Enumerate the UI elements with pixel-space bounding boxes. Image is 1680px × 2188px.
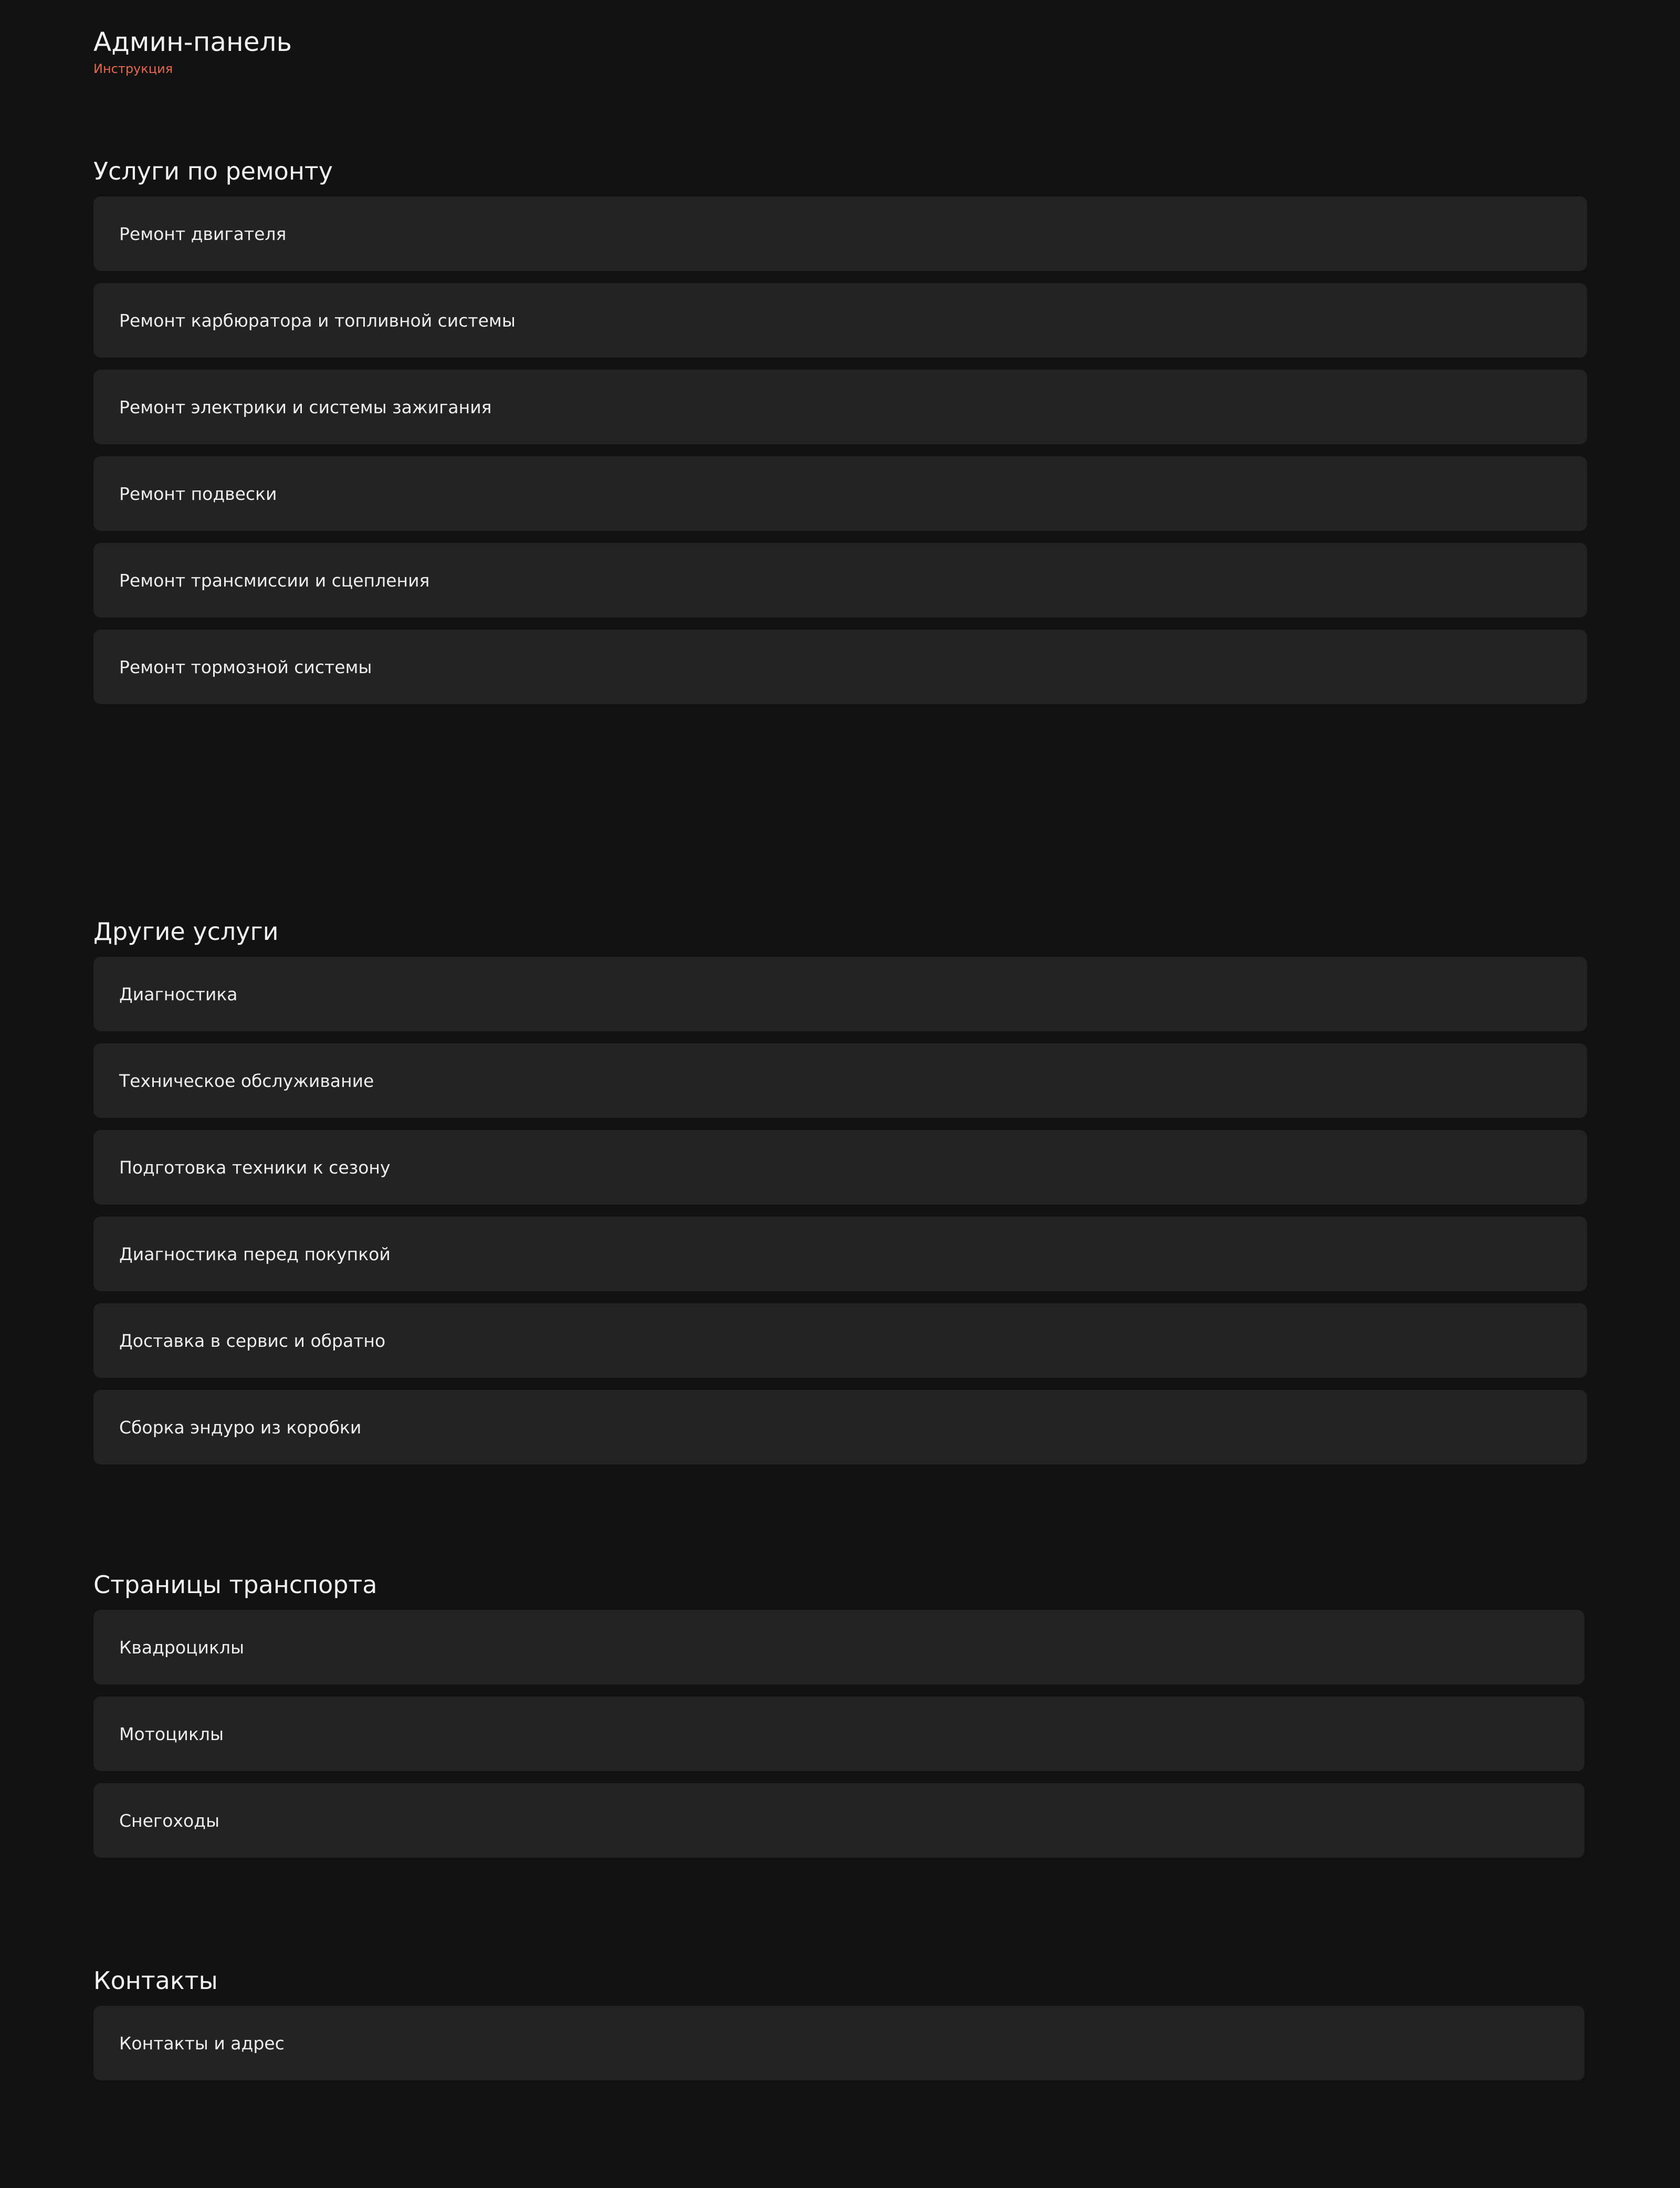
contacts-card[interactable]: Контакты и адрес [93, 2006, 1584, 2080]
service-card-diagnostics[interactable]: Диагностика [93, 957, 1587, 1031]
vehicle-card-atv[interactable]: Квадроциклы [93, 1610, 1584, 1684]
service-card-season-prep[interactable]: Подготовка техники к сезону [93, 1130, 1587, 1205]
section-other-services [93, 917, 1587, 1464]
section-title: Другие услуги [93, 917, 279, 946]
vehicle-card-motorcycles[interactable]: Мотоциклы [93, 1697, 1584, 1771]
section-vehicle-pages [93, 1570, 1584, 1858]
page-title: Админ-панель [93, 27, 292, 57]
section-title: Страницы транспорта [93, 1571, 377, 1599]
service-card-delivery[interactable]: Доставка в сервис и обратно [93, 1303, 1587, 1378]
service-card-brake-repair[interactable]: Ремонт тормозной системы [93, 630, 1587, 704]
section-repair-services [93, 156, 1587, 704]
service-card-enduro-assembly[interactable]: Сборка эндуро из коробки [93, 1390, 1587, 1464]
service-card-carburetor-repair[interactable]: Ремонт карбюратора и топливной системы [93, 283, 1587, 358]
vehicle-card-snowmobiles[interactable]: Снегоходы [93, 1783, 1584, 1858]
instruction-link[interactable]: Инструкция [93, 61, 173, 76]
service-card-pre-purchase-diagnostics[interactable]: Диагностика перед покупкой [93, 1217, 1587, 1291]
service-card-transmission-repair[interactable]: Ремонт трансмиссии и сцепления [93, 543, 1587, 617]
section-contacts [93, 1966, 1584, 2080]
section-title: Услуги по ремонту [93, 157, 333, 185]
service-card-engine-repair[interactable]: Ремонт двигателя [93, 196, 1587, 271]
section-title: Контакты [93, 1966, 218, 1995]
service-card-suspension-repair[interactable]: Ремонт подвески [93, 456, 1587, 531]
service-card-electrics-repair[interactable]: Ремонт электрики и системы зажигания [93, 370, 1587, 444]
service-card-maintenance[interactable]: Техническое обслуживание [93, 1043, 1587, 1118]
page-header [93, 26, 292, 77]
